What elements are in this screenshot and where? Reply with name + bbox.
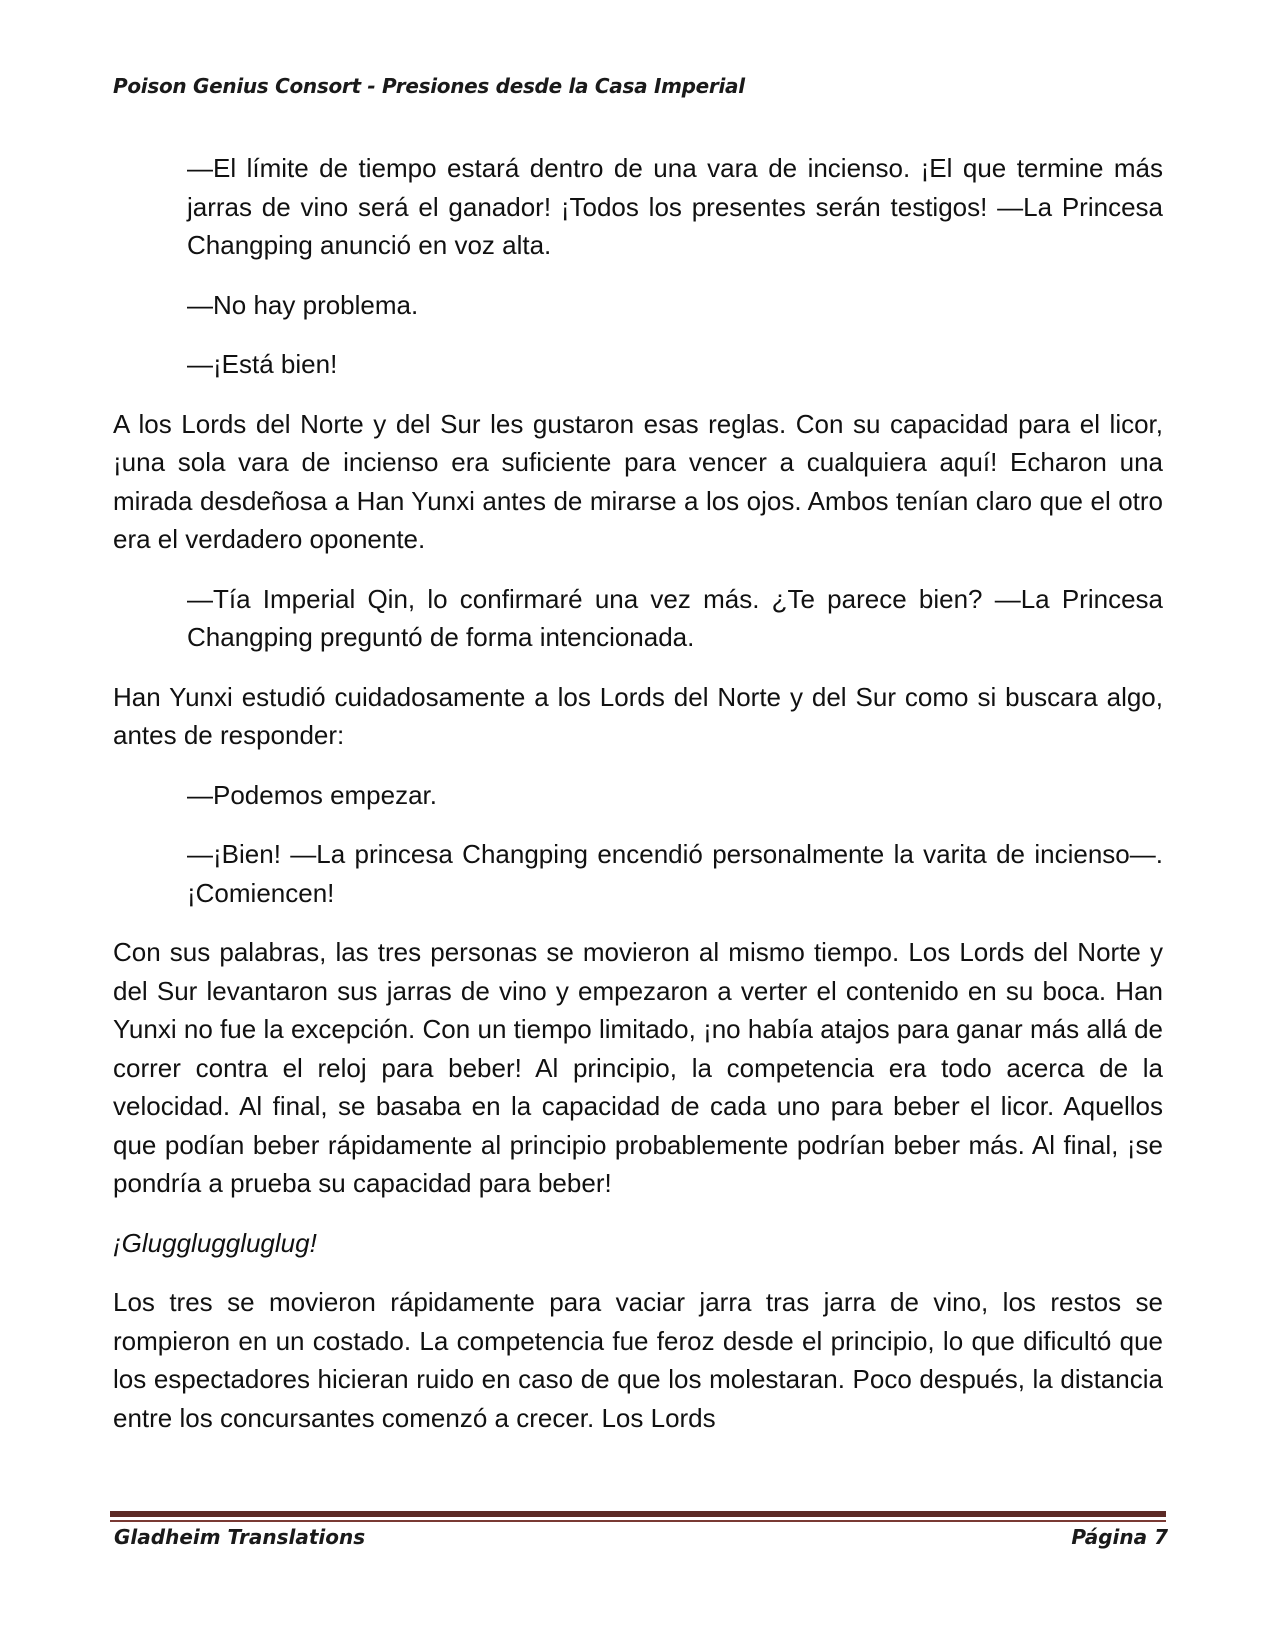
footer-publisher: Gladheim Translations bbox=[114, 1525, 366, 1549]
paragraph: —Podemos empezar. bbox=[187, 779, 438, 810]
paragraph: ¡Gluggluggluglug! bbox=[113, 1227, 317, 1258]
paragraph: A los Lords del Norte y del Sur les gustaron esas reglas. Con su capacidad para el licor, ¡una sola vara de incienso era suficiente para vencer a cualquiera aquí! Echaron una mirada desdeñosa a Han Yunxi antes de mirarse a los ojos. Ambos tenían claro que el otro era el verdadero oponente. bbox=[113, 408, 1163, 554]
page-header: Poison Genius Consort - Presiones desde la Casa Imperial bbox=[113, 74, 745, 98]
paragraph: Con sus palabras, las tres personas se movieron al mismo tiempo. Los Lords del Norte y del Sur levantaron sus jarras de vino y empezaron a verter el contenido en su boca. Han Yunxi no fue la excepción. Con un tiempo limitado, ¡no había atajos para ganar más allá de correr contra el reloj para beber! Al principio, la competencia era todo acerca de la velocidad. Al final, se basaba en la capacidad de cada uno para beber el licor. Aquellos que podían beber rápidamente al principio probablemente podrían beber más. Al final, ¡se pondría a prueba su capacidad para beber! bbox=[113, 937, 1163, 1198]
paragraph: Los tres se movieron rápidamente para vaciar jarra tras jarra de vino, los restos se rompieron en un costado. La competencia fue feroz desde el principio, lo que dificultó que los espectadores hicieran ruido en caso de que los molestaran. Poco después, la distancia entre los concursantes comenzó a crecer. Los Lords bbox=[113, 1287, 1163, 1433]
body-text bbox=[113, 149, 1163, 1458]
paragraph: —No hay problema. bbox=[187, 289, 419, 320]
paragraph: —¡Bien! —La princesa Changping encendió personalmente la varita de incienso—. ¡Comiencen! bbox=[187, 839, 1163, 908]
footer-divider bbox=[110, 1511, 1166, 1522]
paragraph: —¡Está bien! bbox=[187, 349, 338, 379]
paragraph: —El límite de tiempo estará dentro de una vara de incienso. ¡El que termine más jarras de vino será el ganador! ¡Todos los presentes serán testigos! —La Princesa Changping anunció en voz alta. bbox=[187, 153, 1163, 260]
paragraph: —Tía Imperial Qin, lo confirmaré una vez más. ¿Te parece bien? —La Princesa Changping preguntó de forma intencionada. bbox=[187, 583, 1163, 652]
page-number: Página 7 bbox=[1071, 1525, 1168, 1549]
paragraph: Han Yunxi estudió cuidadosamente a los Lords del Norte y del Sur como si buscara algo, antes de responder: bbox=[113, 681, 1163, 750]
